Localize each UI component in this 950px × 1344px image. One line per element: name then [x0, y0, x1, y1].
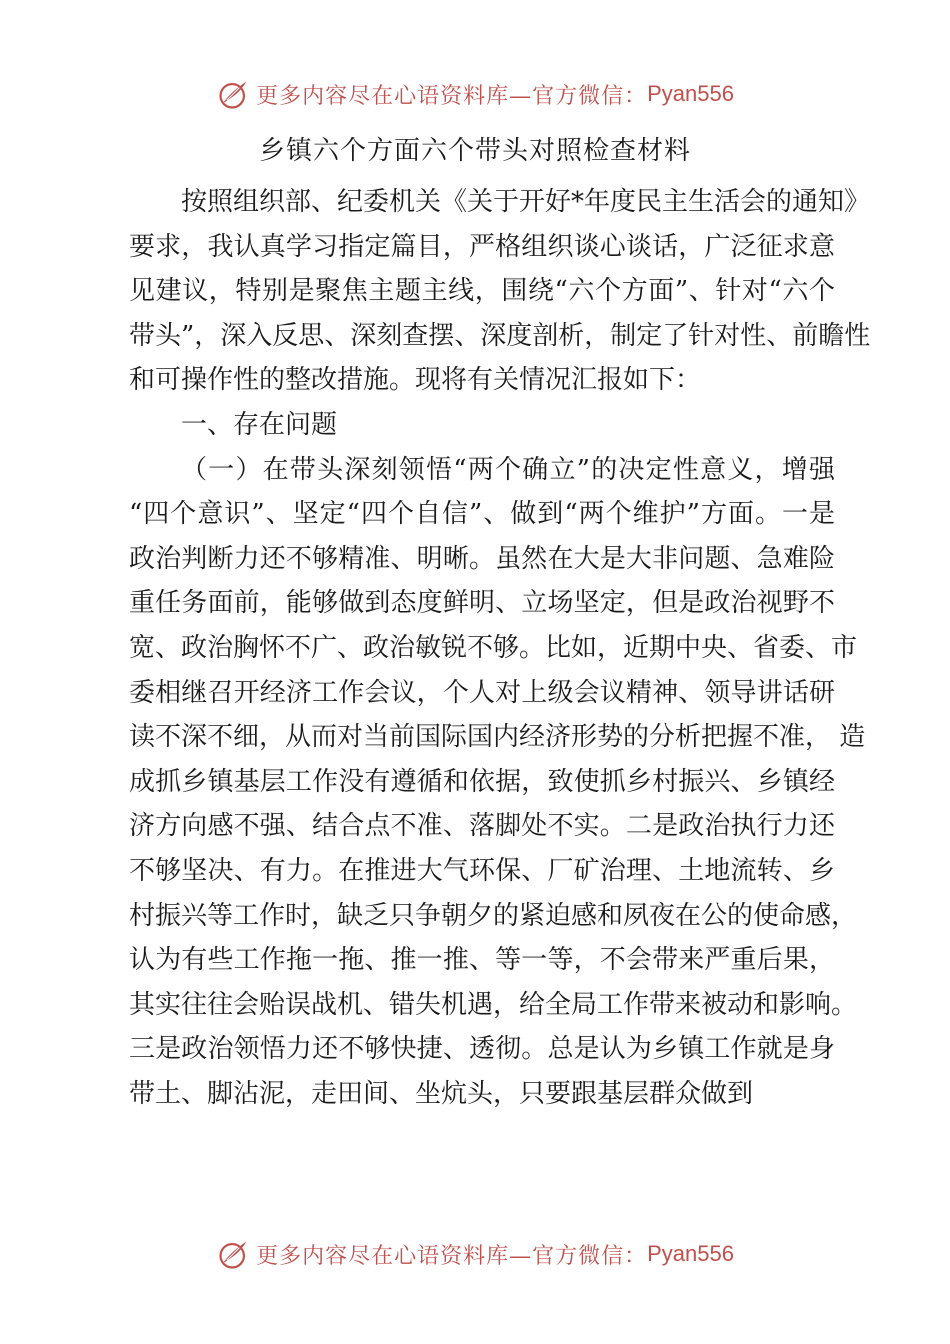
paragraph-line: 按照组织部、纪委机关《关于开好*年度民主生活会的通知》	[181, 187, 871, 217]
watermark-text: 更多内容尽在心语资料库—官方微信：	[256, 1243, 648, 1269]
paragraph-line: 见建议，特别是聚焦主题主线，围绕“六个方面”、针对“六个	[129, 276, 835, 307]
paragraph-line: 政治判断力还不够精准、明晰。虽然在大是大非问题、急难险	[129, 543, 835, 574]
watermark-wechat-id: Pyan556	[647, 1241, 734, 1266]
paragraph-line: 和可操作性的整改措施。现将有关情况汇报如下：	[129, 365, 702, 396]
document-title: 乡镇六个方面六个带头对照检查材料	[258, 136, 691, 166]
paragraph-line: 宽、政治胸怀不广、政治敏锐不够。比如，近期中央、省委、市	[129, 632, 858, 663]
paragraph-line: 成抓乡镇基层工作没有遵循和依据，致使抓乡村振兴、乡镇经	[129, 766, 835, 797]
paragraph-line: 读不深不细，从而对当前国际国内经济形势的分析把握不准， 造	[129, 722, 866, 753]
paragraph-line: 村振兴等工作时，缺乏只争朝夕的紧迫感和夙夜在公的使命感，	[129, 900, 858, 931]
paragraph-line: 委相继召开经济工作会议，个人对上级会议精神、领导讲话研	[129, 677, 835, 708]
paragraph-line: （一）在带头深刻领悟“两个确立”的决定性意义，增强	[181, 454, 835, 485]
paragraph-line: 带土、脚沾泥，走田间、坐炕头，只要跟基层群众做到	[129, 1078, 754, 1109]
paragraph-line: 重任务面前，能够做到态度鲜明、立场坚定，但是政治视野不	[129, 588, 835, 619]
paragraph-line: 带头”，深入反思、深刻查摆、深度剖析，制定了针对性、前瞻性	[129, 320, 871, 351]
section-heading: 一、存在问题	[181, 409, 338, 440]
watermark-header	[0, 74, 950, 114]
paragraph-line: 三是政治领悟力还不够快捷、透彻。总是认为乡镇工作就是身	[129, 1034, 835, 1065]
watermark-text: 更多内容尽在心语资料库—官方微信：	[256, 83, 648, 109]
paragraph-line: 济方向感不强、结合点不准、落脚处不实。二是政治执行力还	[129, 811, 835, 842]
document-body	[129, 180, 871, 1116]
watermark-footer	[0, 1234, 950, 1274]
paragraph-line: 不够坚决、有力。在推进大气环保、厂矿治理、土地流转、乡	[129, 855, 835, 886]
watermark-wechat-id: Pyan556	[647, 81, 734, 106]
paragraph-line: 认为有些工作拖一拖、推一推、等一等，不会带来严重后果，	[129, 945, 835, 976]
quill-logo-icon	[216, 1236, 252, 1272]
quill-logo-icon	[216, 76, 252, 112]
paragraph-line: 其实往往会贻误战机、错失机遇，给全局工作带来被动和影响。	[129, 989, 858, 1020]
paragraph-line: 要求，我认真学习指定篇目，严格组织谈心谈话，广泛征求意	[129, 231, 835, 262]
paragraph-line: “四个意识”、坚定“四个自信”、做到“两个维护”方面。一是	[129, 499, 835, 530]
